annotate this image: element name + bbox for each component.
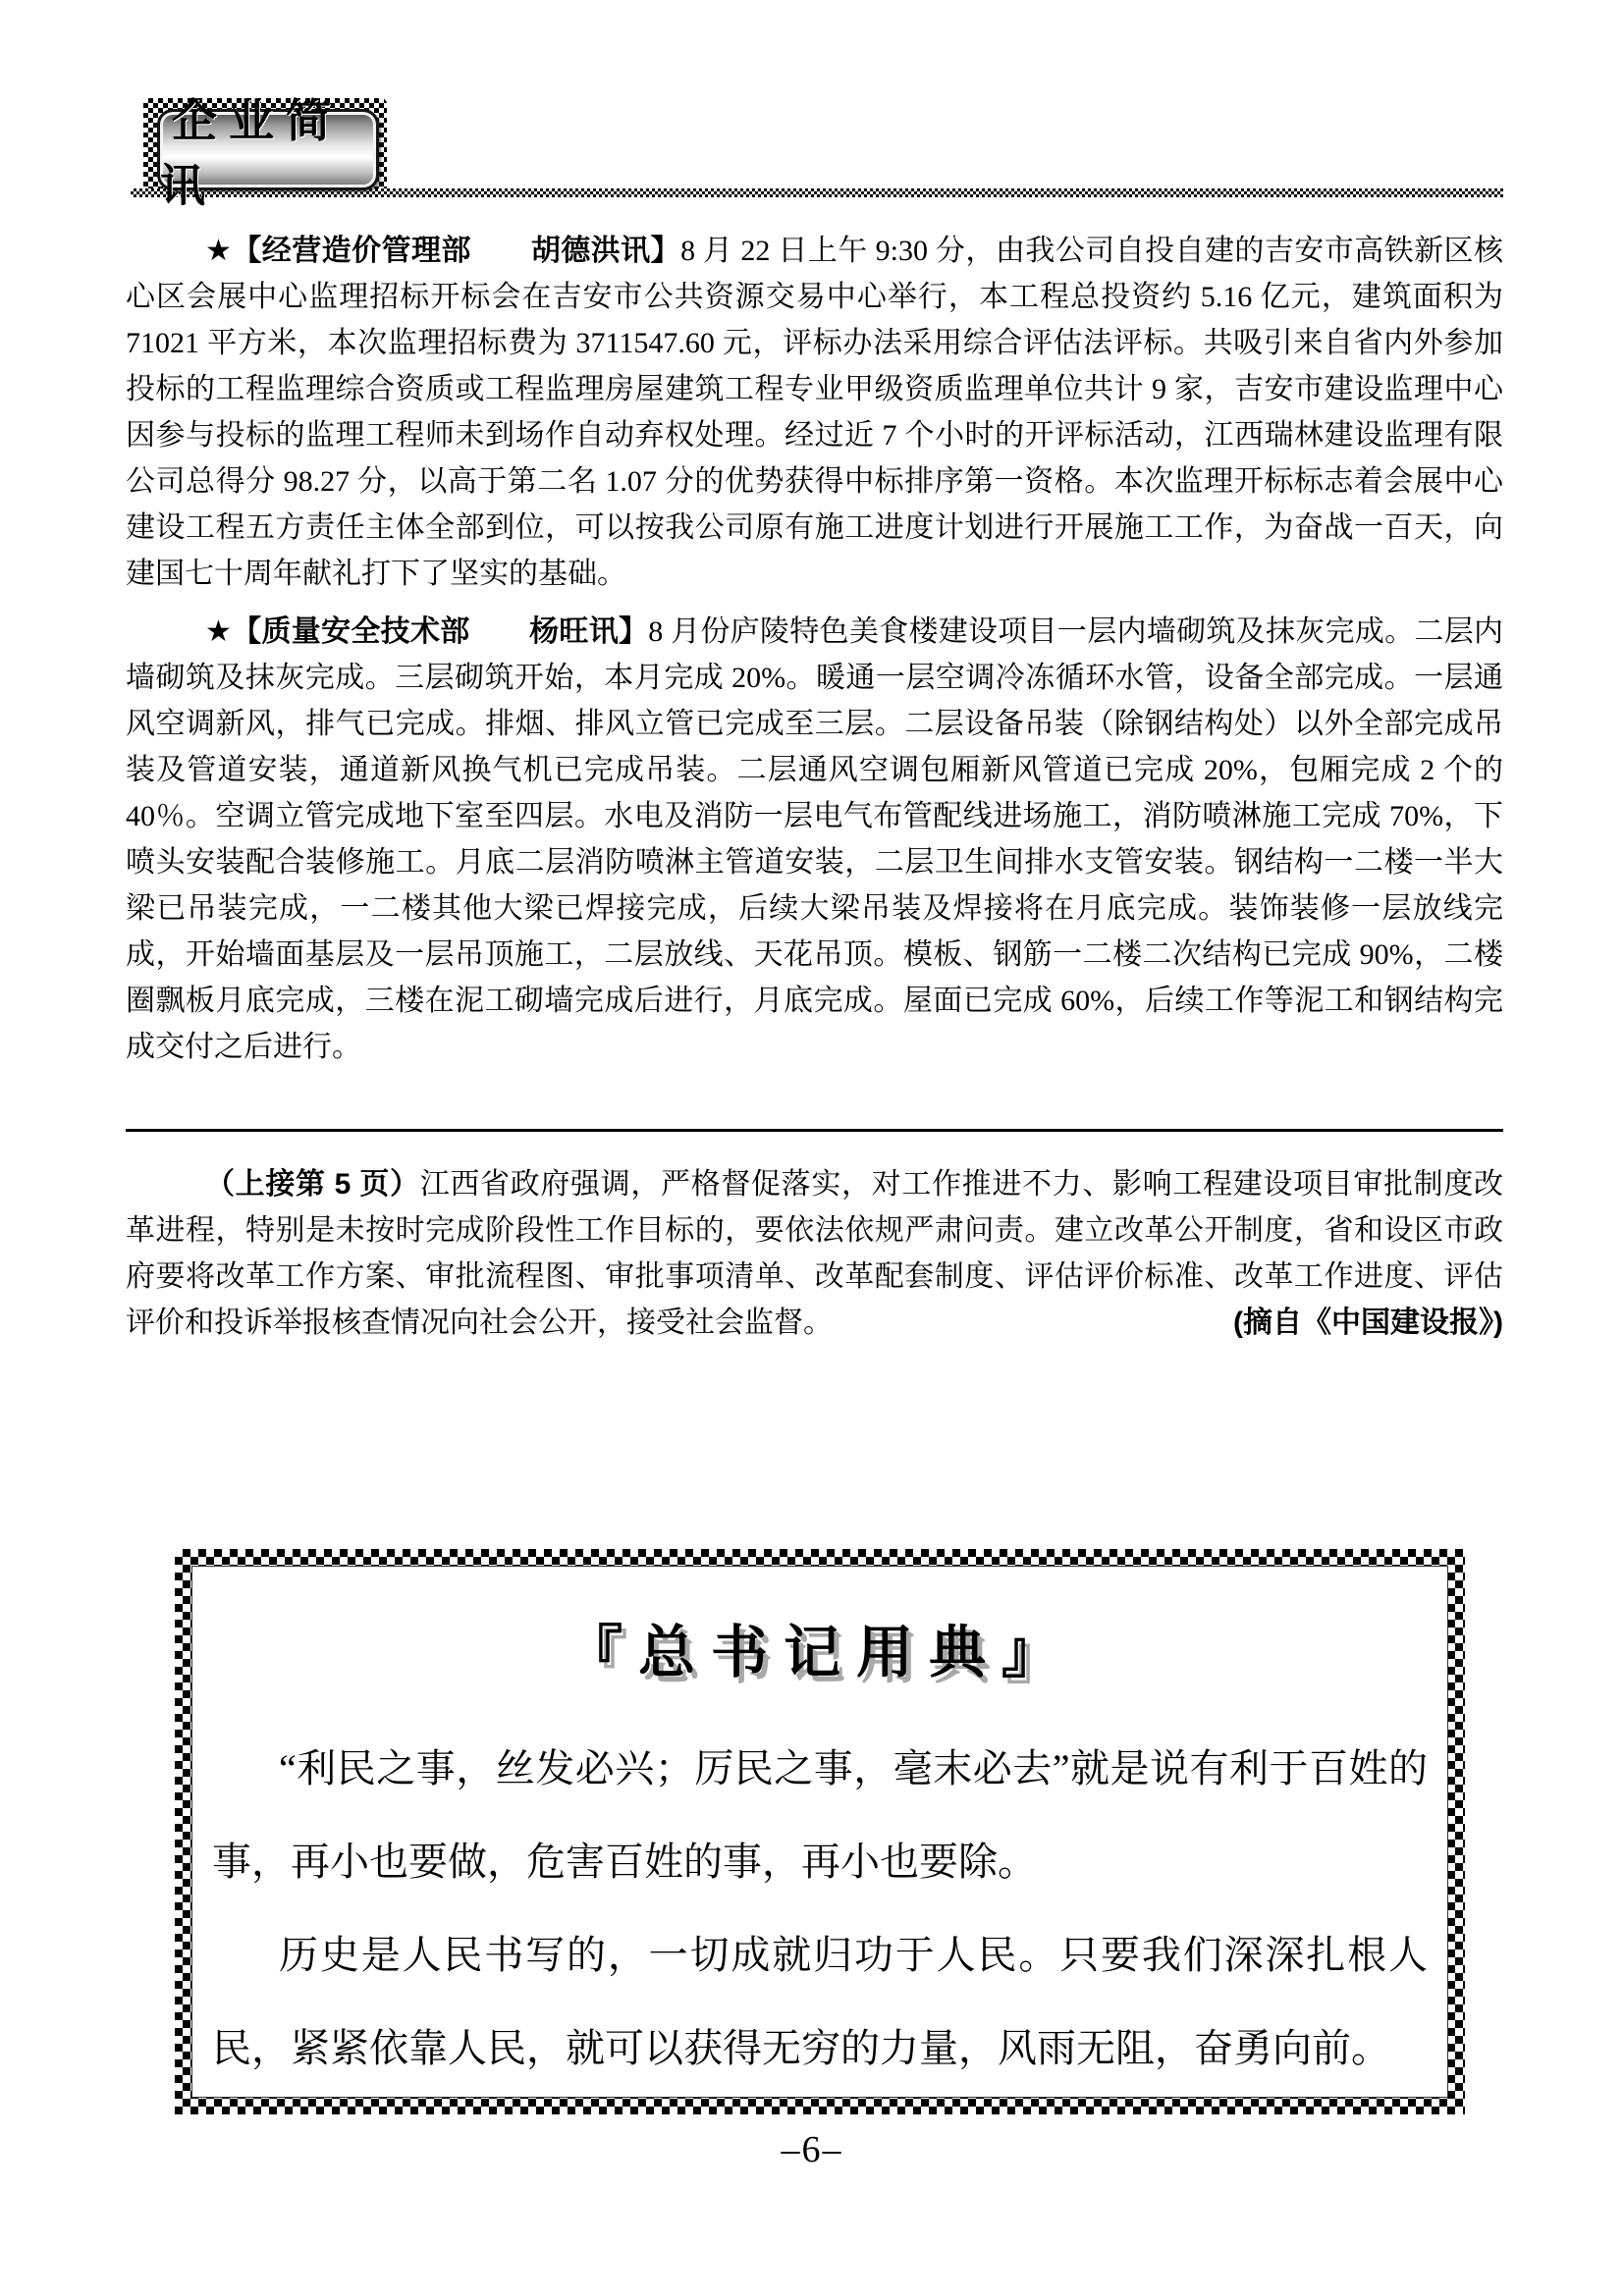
news-article <box>126 228 1503 597</box>
article-department-head: ★【经营造价管理部 胡德洪讯】 <box>205 235 681 267</box>
quote-paragraph: 历史是人民书写的，一切成就归功于人民。只要我们深深扎根人民，紧紧依靠人民，就可以获得无穷的力量，风雨无阻，奋勇向前。 <box>212 1933 1428 2070</box>
article-body-text: 8 月 22 日上午 9:30 分，由我公司自投自建的吉安市高铁新区核心区会展中心监理招标开标会在吉安市公共资源交易中心举行，本工程总投资约 5.16 亿元，建筑面积为 71021 平方米，本次监理招标费为 3711547.60 元，评标办法采用综合评估法评标。共吸引来自省内外参加投标的工程监理综合资质或工程监理房屋建筑工程专业甲级资质监理单位共计 9 家，吉安市建设监理中心因参与投标的监理工程师未到场作自动弃权处理。经过近 7 个小时的开评标活动，江西瑞林建设监理有限公司总得分 98.27 分，以高于第二名 1.07 分的优势获得中标排序第一资格。本次监理开标标志着会展中心建设工程五方责任主体全部到位，可以按我公司原有施工进度计划进行开展施工工作，为奋战一百天，向建国七十周年献礼打下了坚实的基础。 <box>126 235 1503 590</box>
section-badge-label: 企业简讯 <box>160 94 343 211</box>
continuation-body-text: 江西省政府强调，严格督促落实，对工作推进不力、影响工程建设项目审批制度改革进程，特别是未按时完成阶段性工作目标的，要依法依规严肃问责。建立改革公开制度，省和设区市政府要将改革工作方案、审批流程图、审批事项清单、改革配套制度、评估评价标准、改革工作进度、评估评价和投诉举报核查情况向社会公开，接受社会监督。 <box>126 1168 1503 1339</box>
article-department-head: ★【质量安全技术部 杨旺讯】 <box>205 615 649 648</box>
page-number: –6– <box>781 2129 843 2170</box>
quote-box-title: 『总书记用典』 <box>565 1621 1074 1684</box>
body-column <box>126 228 1503 1346</box>
quote-paragraph: “利民之事，丝发必兴；厉民之事，毫末必去”就是说有利于百姓的事，再小也要做，危害百姓的事，再小也要除。 <box>212 1746 1428 1884</box>
section-badge <box>157 94 379 211</box>
continuation-lead: （上接第 5 页） <box>205 1168 420 1201</box>
news-article <box>126 609 1503 1070</box>
continuation-paragraph <box>126 1161 1503 1346</box>
section-divider <box>126 1129 1503 1132</box>
quote-box-inner <box>191 1566 1448 2098</box>
quote-box <box>175 1549 1465 2114</box>
article-body-text: 8 月份庐陵特色美食楼建设项目一层内墙砌筑及抹灰完成。二层内墙砌筑及抹灰完成。三层砌筑开始，本月完成 20%。暖通一层空调冷冻循环水管，设备全部完成。一层通风空调新风，排气已完成。排烟、排风立管已完成至三层。二层设备吊装（除钢结构处）以外全部完成吊装及管道安装，通道新风换气机已完成吊装。二层通风空调包厢新风管道已完成 20%，包厢完成 2 个的 40％。空调立管完成地下室至四层。水电及消防一层电气布管配线进场施工，消防喷淋施工完成 70%，下喷头安装配合装修施工。月底二层消防喷淋主管道安装，二层卫生间排水支管安装。钢结构一二楼一半大梁已吊装完成，一二楼其他大梁已焊接完成，后续大梁吊装及焊接将在月底完成。装饰装修一层放线完成，开始墙面基层及一层吊顶施工，二层放线、天花吊顶。模板、钢筋一二楼二次结构已完成 90%，二楼圈飘板月底完成，三楼在泥工砌墙完成后进行，月底完成。屋面已完成 60%，后续工作等泥工和钢结构完成交付之后进行。 <box>126 615 1503 1063</box>
source-credit: (摘自《中国建设报》) <box>1233 1307 1503 1339</box>
